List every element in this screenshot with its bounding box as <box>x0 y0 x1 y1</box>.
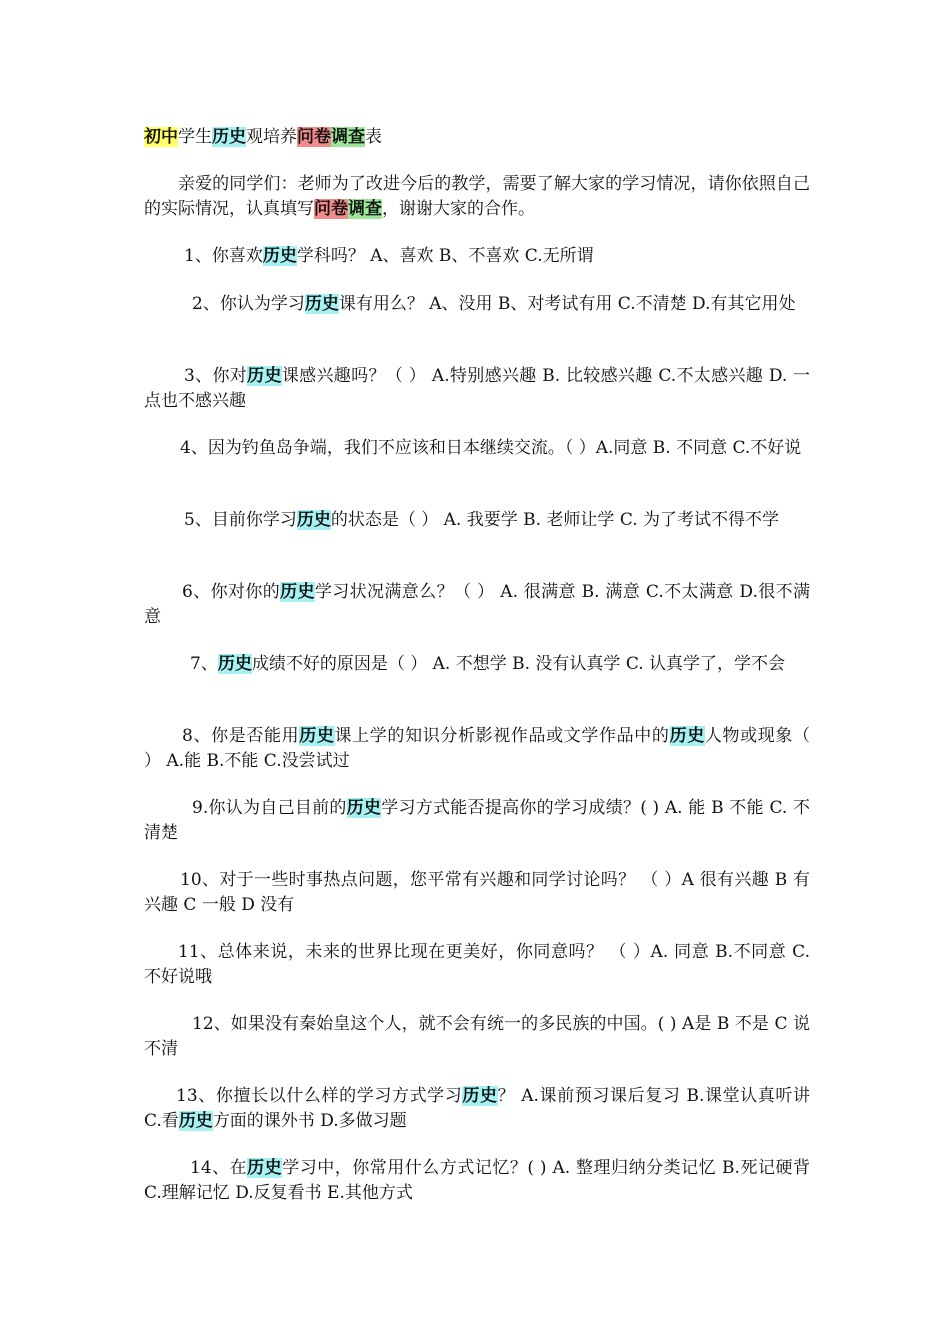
question-10 <box>144 868 810 918</box>
intro-paragraph <box>144 172 810 222</box>
question-7 <box>144 652 810 677</box>
keyword-highlight: 历史 <box>178 1111 213 1131</box>
question-text: 10、对于一些时事热点问题，您平常有兴趣和同学讨论吗？ （ ）A 很有兴趣 B 有兴趣 C 一般 D 没有 <box>144 870 810 915</box>
question-13 <box>144 1084 810 1134</box>
keyword-highlight: 历史 <box>346 798 382 818</box>
title-highlight-lishi: 历史 <box>212 127 246 147</box>
question-text: 的状态是（ ） A. 我要学 B. 老师让学 C. 为了考试不得不学 <box>330 510 780 530</box>
title-text: 表 <box>365 127 382 147</box>
question-text: 学习中，你常用什么方式记忆？( ) A. 整理归纳分类记忆 B.死记硬背 C.理解记忆 D.反复看书 E.其他方式 <box>144 1158 810 1203</box>
question-text: 9.你认为自己目前的 <box>192 798 347 818</box>
question-text: 12、如果没有秦始皇这个人，就不会有统一的多民族的中国。( ) A是 B 不是 C 说不清 <box>144 1014 810 1059</box>
intro-text: 亲爱的同学们：老师为了改进今后的教学，需要了解大家的学习情况，请你依照自己 的实际情况，认真填写 <box>144 174 810 219</box>
question-text: 13、你擅长以什么样的学习方式学习 <box>176 1086 463 1106</box>
question-text: 人物或现象（ ） A.能 B.不能 C.没尝试过 <box>144 726 811 771</box>
question-text: 5、目前你学习 <box>184 510 297 530</box>
keyword-highlight: 历史 <box>262 246 297 266</box>
question-text: 课有用么？ A、没用 B、对考试有用 C.不清楚 D.有其它用处 <box>338 294 796 314</box>
document-title <box>144 124 382 150</box>
question-text: 学习状况满意么？（ ） A. 很满意 B. 满意 C.不太满意 D.很不满意 <box>144 582 810 627</box>
title-text: 观培养 <box>246 127 297 147</box>
question-text: 14、在 <box>190 1158 248 1178</box>
question-text: 学科吗？ A、喜欢 B、不喜欢 C.无所谓 <box>296 246 594 266</box>
question-text: 课上学的知识分析影视作品或文学作品中的 <box>334 726 670 746</box>
question-text: 6、你对你的 <box>182 582 281 602</box>
title-text: 学生 <box>178 127 212 147</box>
question-6 <box>144 580 810 630</box>
keyword-highlight: 历史 <box>247 366 282 386</box>
keyword-highlight: 历史 <box>217 654 252 674</box>
question-12 <box>144 1012 810 1062</box>
question-2 <box>144 292 810 317</box>
question-text: ？ A.课前预习课后复习 B.课堂认真听讲 C.看 <box>144 1086 811 1131</box>
question-text: 1、你喜欢 <box>184 246 263 266</box>
keyword-highlight: 历史 <box>304 294 339 314</box>
question-text: 7、 <box>190 654 218 674</box>
question-4 <box>144 436 810 461</box>
question-text: 11、总体来说，未来的世界比现在更美好，你同意吗？ （ ）A. 同意 B.不同意 C. 不好说哦 <box>144 942 810 987</box>
question-text: 方面的课外书 D.多做习题 <box>212 1111 407 1131</box>
question-5 <box>144 508 810 533</box>
title-highlight-chuzhong: 初中 <box>144 127 178 147</box>
keyword-highlight: 历史 <box>296 510 331 530</box>
intro-text: ，谢谢大家的合作。 <box>382 199 535 219</box>
question-text: 2、你认为学习 <box>192 294 305 314</box>
question-14 <box>144 1156 810 1206</box>
keyword-highlight: 历史 <box>299 726 335 746</box>
question-text: 学习方式能否提高你的学习成绩？( ) A. 能 B 不能 C. 不清楚 <box>144 798 810 843</box>
keyword-highlight: 历史 <box>669 726 705 746</box>
title-highlight-diaocha: 调查 <box>331 127 365 147</box>
intro-highlight-wenjuan: 问卷 <box>314 199 348 219</box>
keyword-highlight: 历史 <box>280 582 315 602</box>
question-text: 课感兴趣吗？（ ） A.特别感兴趣 B. 比较感兴趣 C.不太感兴趣 D. 一点也不感兴趣 <box>144 366 811 411</box>
question-11 <box>144 940 810 990</box>
question-8 <box>144 724 810 774</box>
question-1 <box>144 244 810 269</box>
intro-highlight-diaocha: 调查 <box>348 199 382 219</box>
title-highlight-wenjuan: 问卷 <box>297 127 331 147</box>
question-9 <box>144 796 810 846</box>
question-3 <box>144 364 810 414</box>
question-text: 成绩不好的原因是（ ） A. 不想学 B. 没有认真学 C. 认真学了，学不会 <box>251 654 786 674</box>
question-text: 4、因为钓鱼岛争端，我们不应该和日本继续交流。（ ）A.同意 B. 不同意 C.不好说 <box>180 438 802 458</box>
question-text: 8、你是否能用 <box>182 726 300 746</box>
question-text: 3、你对 <box>184 366 248 386</box>
keyword-highlight: 历史 <box>462 1086 498 1106</box>
keyword-highlight: 历史 <box>247 1158 283 1178</box>
